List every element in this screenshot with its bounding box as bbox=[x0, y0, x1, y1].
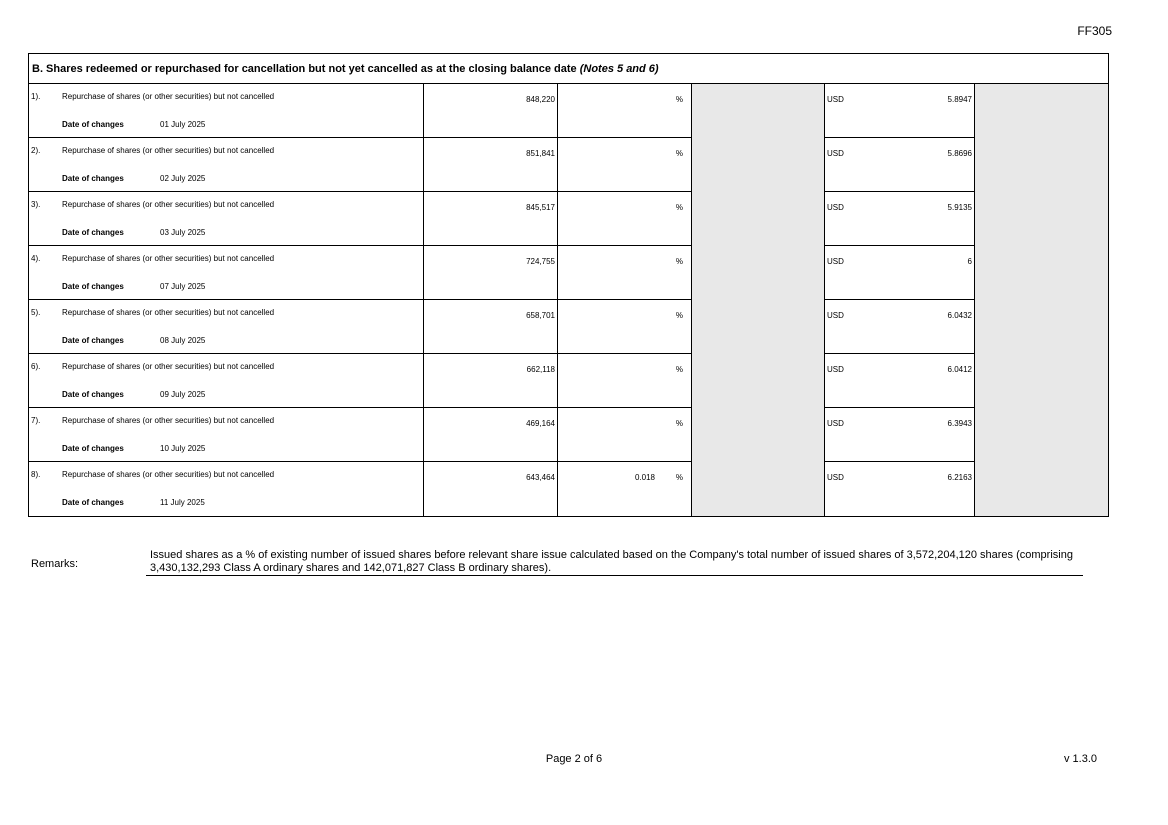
shaded-cell bbox=[691, 192, 824, 246]
currency-code: USD bbox=[827, 473, 844, 482]
currency-code: USD bbox=[827, 95, 844, 104]
table-row bbox=[29, 462, 1108, 516]
percent-sign: % bbox=[675, 257, 683, 266]
table-row bbox=[29, 138, 1108, 192]
shares-value: 643,464 bbox=[526, 473, 555, 482]
shaded-cell bbox=[974, 192, 1108, 246]
currency-code: USD bbox=[827, 257, 844, 266]
item-description: Repurchase of shares (or other securities) but not cancelled bbox=[62, 254, 275, 263]
item-description: Repurchase of shares (or other securities) but not cancelled bbox=[62, 92, 275, 101]
currency-code: USD bbox=[827, 149, 844, 158]
item-number: 4). bbox=[31, 254, 41, 263]
shares-cell bbox=[423, 246, 557, 300]
remarks-label: Remarks: bbox=[31, 558, 79, 570]
table-row bbox=[29, 300, 1108, 354]
date-of-changes-value: 01 July 2025 bbox=[160, 120, 206, 129]
description-cell bbox=[29, 462, 423, 516]
currency-code: USD bbox=[827, 365, 844, 374]
price-cell bbox=[824, 246, 974, 300]
shaded-cell bbox=[974, 246, 1108, 300]
item-number: 3). bbox=[31, 200, 41, 209]
repurchase-section bbox=[28, 53, 1109, 517]
percent-sign: % bbox=[675, 419, 683, 428]
price-value: 6 bbox=[967, 257, 972, 266]
currency-code: USD bbox=[827, 419, 844, 428]
date-of-changes-label: Date of changes bbox=[62, 228, 124, 237]
percent-sign: % bbox=[675, 311, 683, 320]
percent-sign: % bbox=[675, 203, 683, 212]
shaded-cell bbox=[691, 84, 824, 138]
date-of-changes-value: 07 July 2025 bbox=[160, 282, 206, 291]
percent-sign: % bbox=[675, 149, 683, 158]
currency-code: USD bbox=[827, 311, 844, 320]
shaded-cell bbox=[974, 462, 1108, 516]
description-cell bbox=[29, 192, 423, 246]
item-number: 8). bbox=[31, 470, 41, 479]
date-of-changes-label: Date of changes bbox=[62, 390, 124, 399]
date-of-changes-value: 02 July 2025 bbox=[160, 174, 206, 183]
shares-cell bbox=[423, 408, 557, 462]
shares-value: 724,755 bbox=[526, 257, 555, 266]
form-code: FF305 bbox=[1077, 24, 1112, 38]
item-description: Repurchase of shares (or other securities) but not cancelled bbox=[62, 362, 275, 371]
shares-value: 848,220 bbox=[526, 95, 555, 104]
percentage-value: 0.018 bbox=[634, 473, 655, 482]
table-row bbox=[29, 246, 1108, 300]
table-row bbox=[29, 84, 1108, 138]
date-of-changes-label: Date of changes bbox=[62, 174, 124, 183]
item-number: 5). bbox=[31, 308, 41, 317]
price-value: 6.0432 bbox=[947, 311, 972, 320]
percentage-cell bbox=[557, 84, 691, 138]
date-of-changes-value: 03 July 2025 bbox=[160, 228, 206, 237]
date-of-changes-label: Date of changes bbox=[62, 336, 124, 345]
price-cell bbox=[824, 192, 974, 246]
version-label: v 1.3.0 bbox=[1063, 753, 1097, 765]
price-cell bbox=[824, 462, 974, 516]
repurchase-rows bbox=[29, 84, 1108, 516]
item-number: 6). bbox=[31, 362, 41, 371]
price-cell bbox=[824, 300, 974, 354]
percentage-cell bbox=[557, 462, 691, 516]
shares-value: 469,164 bbox=[526, 419, 555, 428]
shaded-cell bbox=[974, 84, 1108, 138]
price-cell bbox=[824, 84, 974, 138]
shaded-cell bbox=[691, 138, 824, 192]
page-number: Page 2 of 6 bbox=[545, 753, 603, 765]
price-cell bbox=[824, 408, 974, 462]
price-value: 5.8947 bbox=[947, 95, 972, 104]
item-number: 1). bbox=[31, 92, 41, 101]
description-cell bbox=[29, 84, 423, 138]
item-number: 7). bbox=[31, 416, 41, 425]
shares-cell bbox=[423, 300, 557, 354]
item-description: Repurchase of shares (or other securities) but not cancelled bbox=[62, 416, 275, 425]
date-of-changes-value: 08 July 2025 bbox=[160, 336, 206, 345]
percent-sign: % bbox=[675, 473, 683, 482]
price-value: 6.2163 bbox=[947, 473, 972, 482]
date-of-changes-label: Date of changes bbox=[62, 498, 124, 507]
table-row bbox=[29, 408, 1108, 462]
shaded-cell bbox=[974, 138, 1108, 192]
currency-code: USD bbox=[827, 203, 844, 212]
description-cell bbox=[29, 300, 423, 354]
shares-cell bbox=[423, 462, 557, 516]
date-of-changes-label: Date of changes bbox=[62, 120, 124, 129]
item-description: Repurchase of shares (or other securities) but not cancelled bbox=[62, 470, 275, 479]
percentage-cell bbox=[557, 138, 691, 192]
price-value: 6.3943 bbox=[947, 419, 972, 428]
date-of-changes-value: 09 July 2025 bbox=[160, 390, 206, 399]
item-description: Repurchase of shares (or other securities) but not cancelled bbox=[62, 308, 275, 317]
percent-sign: % bbox=[675, 365, 683, 374]
shares-cell bbox=[423, 192, 557, 246]
shares-value: 658,701 bbox=[526, 311, 555, 320]
shaded-cell bbox=[691, 408, 824, 462]
price-value: 5.8696 bbox=[947, 149, 972, 158]
date-of-changes-label: Date of changes bbox=[62, 444, 124, 453]
percentage-cell bbox=[557, 354, 691, 408]
section-title-text: B. Shares redeemed or repurchased for cancellation but not yet cancelled as at the closing balance date bbox=[32, 63, 577, 75]
shaded-cell bbox=[974, 354, 1108, 408]
shares-cell bbox=[423, 354, 557, 408]
date-of-changes-value: 10 July 2025 bbox=[160, 444, 206, 453]
shares-value: 845,517 bbox=[526, 203, 555, 212]
shaded-cell bbox=[691, 300, 824, 354]
table-row bbox=[29, 192, 1108, 246]
shaded-cell bbox=[691, 246, 824, 300]
description-cell bbox=[29, 354, 423, 408]
price-cell bbox=[824, 354, 974, 408]
price-value: 6.0412 bbox=[947, 365, 972, 374]
shares-cell bbox=[423, 84, 557, 138]
date-of-changes-label: Date of changes bbox=[62, 282, 124, 291]
description-cell bbox=[29, 138, 423, 192]
section-title bbox=[29, 54, 1108, 84]
shares-value: 851,841 bbox=[526, 149, 555, 158]
shaded-cell bbox=[691, 462, 824, 516]
date-of-changes-value: 11 July 2025 bbox=[160, 498, 205, 507]
shares-cell bbox=[423, 138, 557, 192]
section-notes: (Notes 5 and 6) bbox=[579, 63, 659, 75]
shaded-cell bbox=[974, 408, 1108, 462]
price-value: 5.9135 bbox=[947, 203, 972, 212]
item-description: Repurchase of shares (or other securities) but not cancelled bbox=[62, 200, 275, 209]
item-description: Repurchase of shares (or other securities) but not cancelled bbox=[62, 146, 275, 155]
remarks-text: Issued shares as a % of existing number of issued shares before relevant share issue calculated based on the Company's total number of issued shares of 3,572,204,120 shares (comprising 3,430,132,293 Class A ordinary shares and 142,071,827 Class B ordinary shares). bbox=[146, 549, 1083, 576]
percent-sign: % bbox=[675, 95, 683, 104]
shares-value: 662,118 bbox=[526, 365, 555, 374]
price-cell bbox=[824, 138, 974, 192]
percentage-cell bbox=[557, 246, 691, 300]
item-number: 2). bbox=[31, 146, 41, 155]
description-cell bbox=[29, 408, 423, 462]
percentage-cell bbox=[557, 300, 691, 354]
percentage-cell bbox=[557, 192, 691, 246]
shaded-cell bbox=[974, 300, 1108, 354]
shaded-cell bbox=[691, 354, 824, 408]
table-row bbox=[29, 354, 1108, 408]
description-cell bbox=[29, 246, 423, 300]
percentage-cell bbox=[557, 408, 691, 462]
